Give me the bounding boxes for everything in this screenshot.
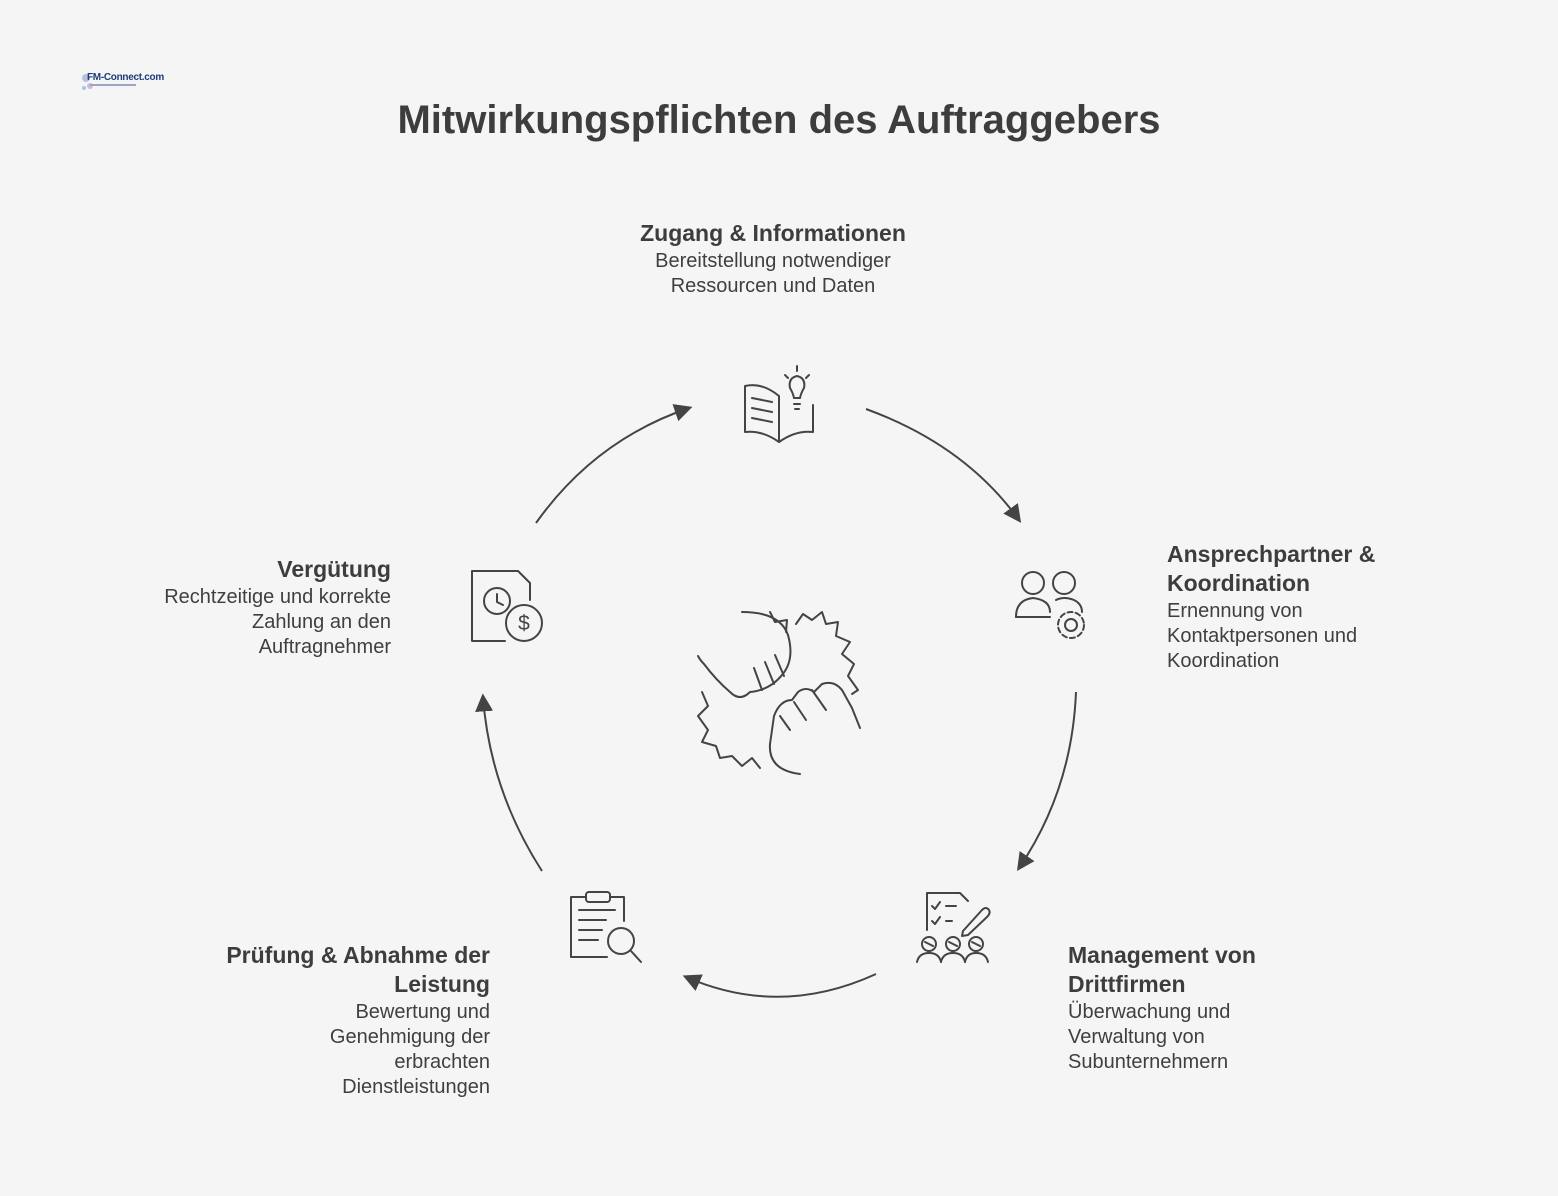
team-checklist-icon bbox=[917, 893, 990, 962]
step-zugang bbox=[618, 219, 928, 299]
step-pruefung-heading: Prüfung & Abnahme der Leistung bbox=[226, 942, 490, 997]
page-title: Mitwirkungspflichten des Auftraggebers bbox=[397, 98, 1161, 142]
handshake-gears-icon bbox=[698, 612, 860, 774]
step-zugang-description: Bereitstellung notwendiger Ressourcen und Daten bbox=[655, 250, 891, 297]
cycle-arrow-2 bbox=[1019, 692, 1076, 868]
step-verguetung-heading: Vergütung bbox=[277, 556, 391, 582]
step-verguetung-description: Rechtzeitige und korrekte Zahlung an den Auftragnehmer bbox=[164, 586, 391, 658]
book-lightbulb-icon bbox=[745, 366, 813, 442]
step-drittfirmen-description: Überwachung und Verwaltung von Subunternehmern bbox=[1068, 1001, 1231, 1073]
step-ansprechpartner-description: Ernennung von Kontaktpersonen und Koordination bbox=[1167, 600, 1358, 672]
logo-text: FM-Connect.com bbox=[87, 72, 164, 83]
step-zugang-heading: Zugang & Informationen bbox=[640, 220, 906, 246]
step-pruefung bbox=[170, 941, 490, 1100]
clipboard-search-icon bbox=[571, 892, 641, 962]
step-verguetung bbox=[100, 555, 391, 660]
cycle-arrow-4 bbox=[483, 697, 542, 871]
people-gear-icon bbox=[1016, 572, 1084, 638]
cycle-arrow-1 bbox=[866, 409, 1019, 520]
svg-text:$: $ bbox=[518, 612, 530, 635]
cycle-arrow-3 bbox=[686, 974, 876, 997]
step-pruefung-description: Bewertung und Genehmigung der erbrachten Dienstleistungen bbox=[329, 1001, 490, 1098]
document-clock-dollar-icon bbox=[472, 571, 542, 641]
step-drittfirmen bbox=[1068, 941, 1398, 1075]
cycle-arrow-5 bbox=[536, 408, 689, 523]
step-ansprechpartner-heading: Ansprechpartner & Koordination bbox=[1167, 541, 1376, 596]
step-ansprechpartner bbox=[1167, 540, 1497, 674]
step-drittfirmen-heading: Management von Drittfirmen bbox=[1068, 942, 1256, 997]
